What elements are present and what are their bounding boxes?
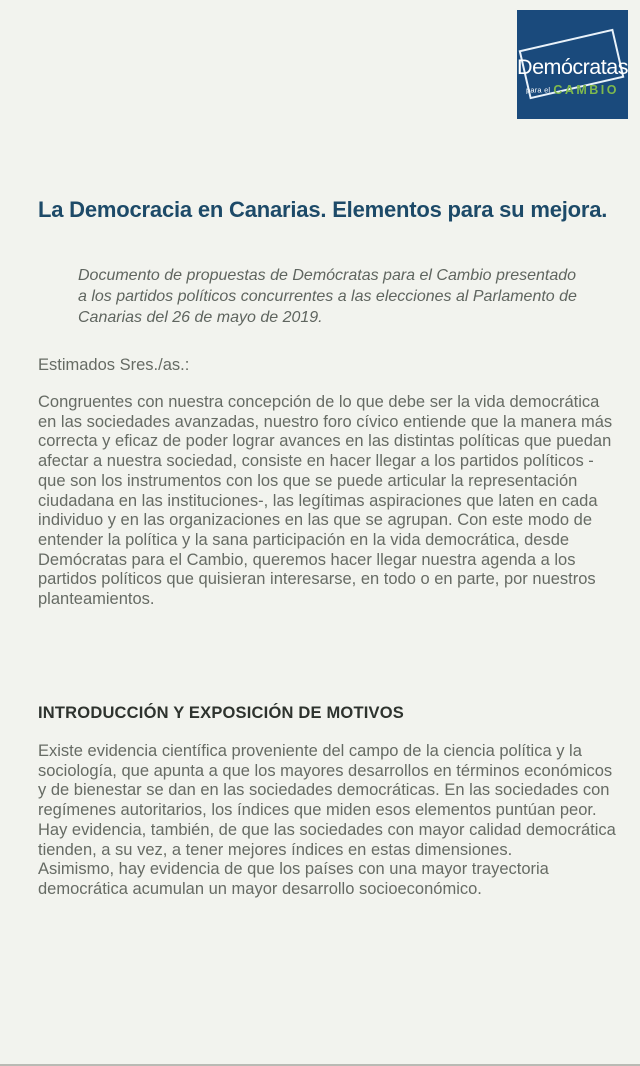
intro-paragraph-2: Hay evidencia, también, de que las sociedades con mayor calidad democrática tienden, a su vez, a tener mejores índices en estas dimensiones.: [38, 820, 616, 859]
logo-tagline-small: para el: [525, 85, 551, 95]
introduction-paragraphs: [38, 742, 618, 900]
logo-wordmark: Demócratas: [517, 55, 628, 79]
intro-paragraph-3: Asimismo, hay evidencia de que los países con una mayor trayectoria democrática acumulan un mayor desarrollo socioeconómico.: [38, 860, 549, 898]
democratas-cambio-logo: [517, 10, 628, 119]
logo-tagline: [517, 81, 628, 99]
opening-paragraph: Congruentes con nuestra concepción de lo que debe ser la vida democrática en las sociedades avanzadas, nuestro foro cívico entiende que la manera más correcta y eficaz de poder lograr avances en las distintas políticas que puedan afectar a nuestra sociedad, consiste en hacer llegar a los partidos políticos -que son los instrumentos con los que se puede articular la representación ciudadana en las instituciones-, las legítimas aspiraciones que laten en cada individuo y en las organizaciones en las que se agrupan. Con este modo de entender la política y la sana participación en la vida democrática, desde Demócratas para el Cambio, queremos hacer llegar nuestra agenda a los partidos políticos que quisieran interesarse, en todo o en parte, por nuestros planteamientos.: [38, 393, 613, 609]
salutation: Estimados Sres./as.:: [38, 356, 190, 374]
section-heading-introduccion: INTRODUCCIÓN Y EXPOSICIÓN DE MOTIVOS: [38, 704, 404, 722]
logo-tagline-big: CAMBIO: [553, 83, 620, 97]
document-title: La Democracia en Canarias. Elementos para su mejora.: [38, 197, 608, 222]
intro-paragraph-1: Existe evidencia científica proveniente del campo de la ciencia política y la sociología, que apunta a que los mayores desarrollos en términos económicos y de bienestar se dan en las sociedades democráticas. En las sociedades con regímenes autoritarios, los índices que miden esos elementos puntúan peor.: [38, 742, 613, 820]
document-subtitle: Documento de propuestas de Demócratas para el Cambio presentado a los partidos políticos concurrentes a las elecciones al Parlamento de Canarias del 26 de mayo de 2019.: [78, 267, 577, 326]
